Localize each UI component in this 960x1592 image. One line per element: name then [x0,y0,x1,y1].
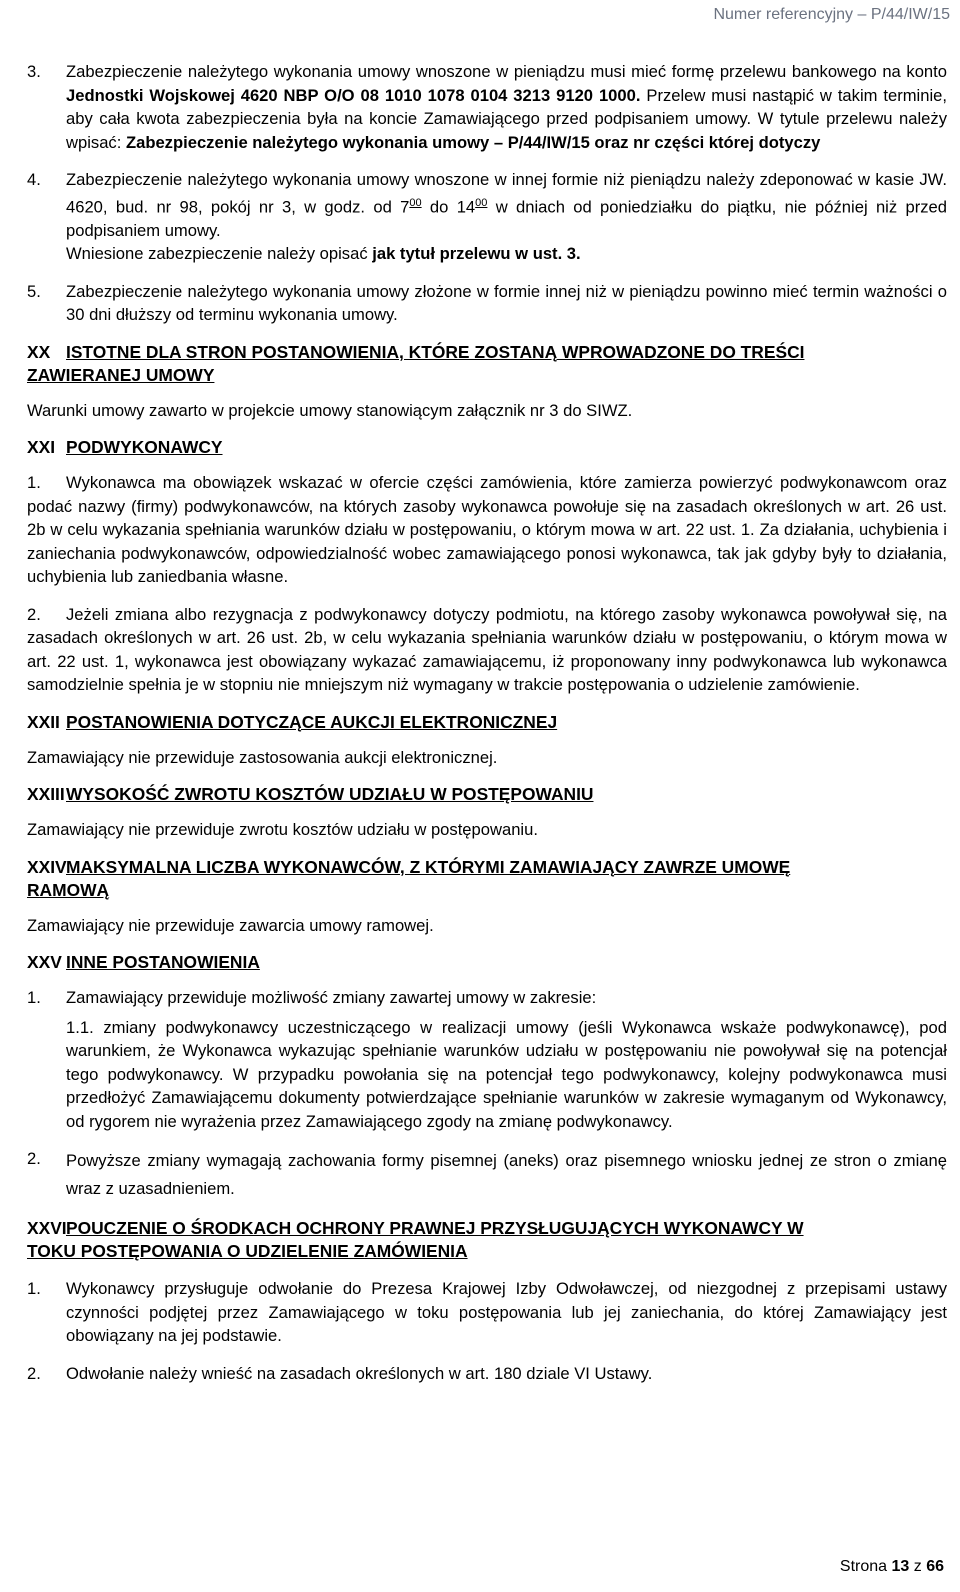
section-body: Warunki umowy zawarto w projekcie umowy stanowiącym załącznik nr 3 do SIWZ. [27,400,633,420]
list-item: 1. Wykonawcy przysługuje odwołanie do Prezesa Krajowej Izby Odwoławczej, od niezgodnej z przepisami ustawy czynności podjętej przez Zamawiającego w toku postępowania lub jej zaniechania, do której Zamawiający jest obowiązany na jej podstawie. [27,1279,947,1346]
list-item: 1.1. zmiany podwykonawcy uczestniczącego w realizacji umowy (jeśli Wykonawca wskaże podwykonawcę), pod warunkiem, że Wykonawca wykazując spełnianie warunków udziału w postępowaniu nie powoływał się na potencjał tego podwykonawcy. W przypadku powołania się na potencjał tego podwykonawcy, kolejny podwykonawca musi przedłożyć Zamawiającemu dokumenty potwierdzające spełnianie warunków w zakresie wymaganym od Wykonawcy, od rygorem nie wyrażenia przez Zamawiającego zgody na zmianę podwykonawcy. [66,1017,947,1131]
list-item [27,280,947,327]
item-text: Zabezpieczenie należytego wykonania umowy wnoszone w pieniądzu musi mieć formę przelewu bankowego na konto Jednostki Wojskowej 4620 NBP O/O 08 1010 1078 0104 3213 9120 1000. Przelew musi nastąpić w takim terminie, aby cała kwota zabezpieczenia była na koncie Zamawiającego przed podpisaniem umowy. W tytule przelewu należy wpisać: Zabezpieczenie należytego wykonania umowy – P/44/IW/15 oraz nr części której dotyczy [66,62,947,152]
section-heading: XX ISTOTNE DLA STRON POSTANOWIENIA, KTÓRE ZOSTANĄ WPROWADZONE DO TREŚCI [27,341,805,362]
section-xxii [27,711,947,770]
section-body: Zamawiający nie przewiduje zawarcia umowy ramowej. [27,915,434,935]
list-item [27,60,947,154]
section-xxiii [27,783,947,842]
document-reference: Numer referencyjny – P/44/IW/15 [713,6,950,23]
section-heading: XXIV MAKSYMALNA LICZBA WYKONAWCÓW, Z KTÓRYMI ZAMAWIAJĄCY ZAWRZE UMOWĘ [27,856,791,877]
list-item: 2. Powyższe zmiany wymagają zachowania formy pisemnej (aneks) oraz pisemnego wniosku jednej ze stron o zmianę wraz z uzasadnieniem. [27,1149,947,1199]
section-heading: XXI PODWYKONAWCY [27,437,223,458]
section-body: Zamawiający nie przewiduje zastosowania aukcji elektronicznej. [27,747,498,767]
section-heading-continued: RAMOWĄ [27,879,110,900]
section-heading: XXV INNE POSTANOWIENIA [27,952,260,973]
section-heading-continued: ZAWIERANEJ UMOWY [27,364,215,385]
section-heading-continued: TOKU POSTĘPOWANIA O UDZIELENIE ZAMÓWIENIA [27,1241,468,1262]
section-xxi [27,436,947,697]
section-xx [27,341,947,423]
section-xxiv [27,856,947,938]
section-body: Zamawiający nie przewiduje zwrotu kosztów udziału w postępowaniu. [27,820,538,840]
list-item: 1. Wykonawca ma obowiązek wskazać w ofercie części zamówienia, które zamierza powierzyć podwykonawcom oraz podać nazwy (firmy) podwykonawców, na których zasoby wykonawca powołuje się na zasadach określonych w art. 26 ust. 2b w celu wykazania spełniania warunków działu w postępowaniu, o którym mowa w art. 22 ust. 1. Za działania, uchybienia i zaniechania podwykonawców, odpowiedzialność wobec zamawiającego ponosi wykonawca, tak jak gdyby były to działania, uchybienia lub zaniedbania własne. [27,473,947,587]
document-body [27,60,947,1385]
section-heading: XXVI POUCZENIE O ŚRODKACH OCHRONY PRAWNEJ PRZYSŁUGUJĄCYCH WYKONAWCY W [27,1218,804,1239]
section-xxvi [27,1217,947,1385]
item-number: 4. [27,170,41,189]
item-number: 3. [27,62,41,81]
section-xxv [27,951,947,1203]
list-item: 2. Jeżeli zmiana albo rezygnacja z podwykonawcy dotyczy podmiotu, na którego zasoby wykonawca powoływał się, na zasadach określonych w art. 26 ust. 2b, w celu wykazania spełniania warunków działu w postępowaniu, o którym mowa w art. 22 ust. 1, wykonawca jest obowiązany wykazać zamawiającemu, iż proponowany inny podwykonawca lub wykonawca samodzielnie spełnia je w stopniu nie mniejszym niż wymagany w trakcie postępowania o udzielenie zamówienie. [27,604,947,695]
section-heading: XXII POSTANOWIENIA DOTYCZĄCE AUKCJI ELEKTRONICZNEJ [27,711,558,732]
item-text: Zabezpieczenie należytego wykonania umowy wnoszone w innej formie niż pieniądzu należy zdeponować w kasie JW. 4620, bud. nr 98, pokój nr 3, w godz. od $7^{00}$ do $14^{00}$ w dniach od poniedziałku do piątku, nie później niż przed podpisaniem umowy. Wniesione zabezpieczenie należy opisać jak tytuł przelewu w ust. 3. [66,170,947,264]
section-heading: XXIII WYSOKOŚĆ ZWROTU KOSZTÓW UDZIAŁU W POSTĘPOWANIU [27,784,594,805]
list-item [27,168,947,266]
list-item: 1. Zamawiający przewiduje możliwość zmiany zawartej umowy w zakresie: [27,988,597,1008]
item-number: 5. [27,281,41,301]
item-text: Zabezpieczenie należytego wykonania umowy złożone w formie innej niż w pieniądzu powinno mieć termin ważności o 30 dni dłuższy od terminu wykonania umowy. [66,281,947,325]
page-number: Strona 13 z 66 [839,1558,944,1575]
list-item: 2. Odwołanie należy wnieść na zasadach określonych w art. 180 dziale VI Ustawy. [27,1363,653,1383]
